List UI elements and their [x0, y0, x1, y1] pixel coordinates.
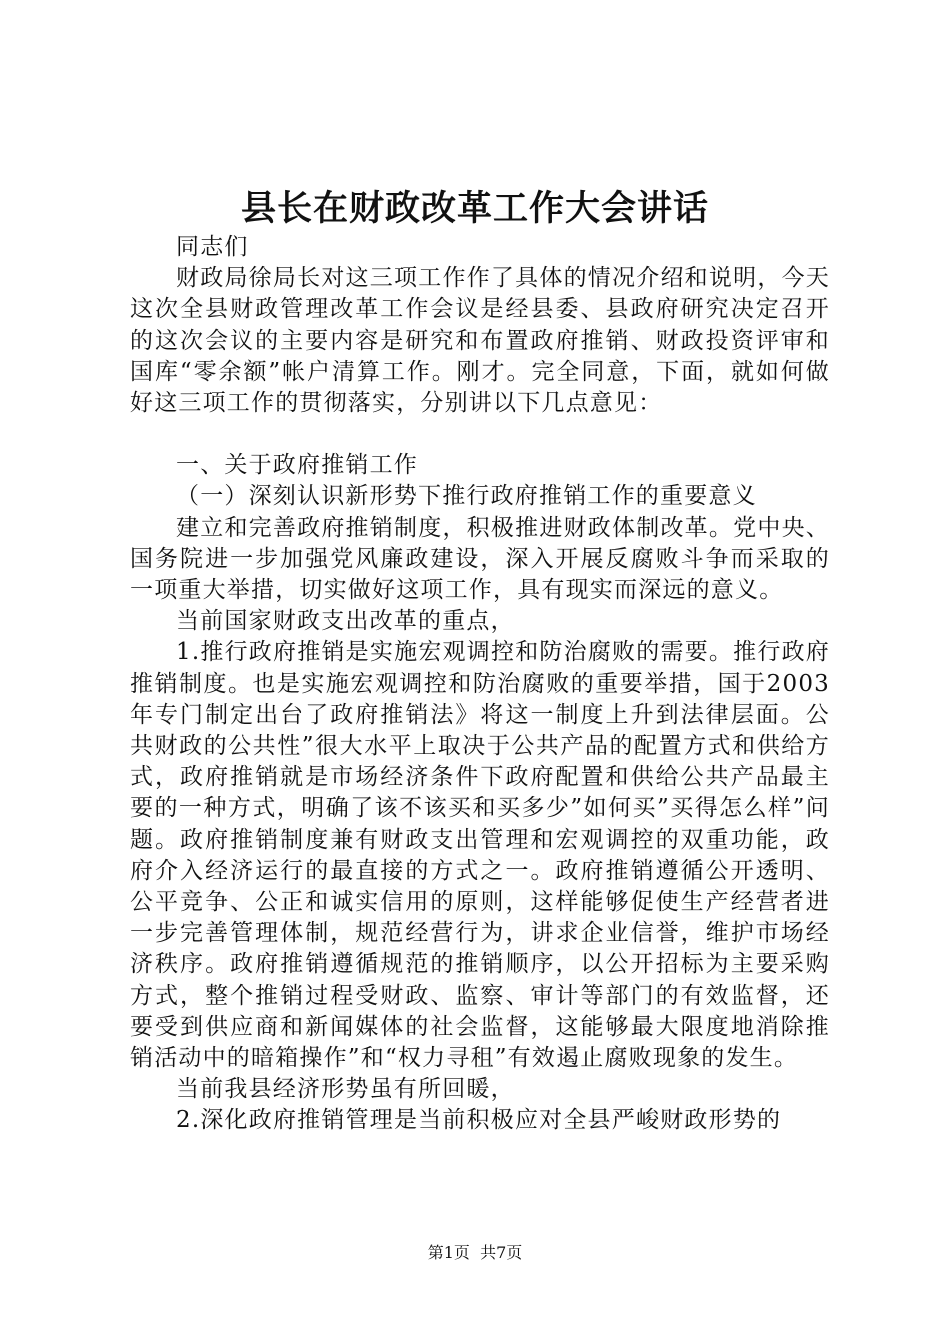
- section-heading: 一、关于政府推销工作: [176, 452, 418, 479]
- page-footer: [0, 1242, 950, 1264]
- page-number: 第1页 共7页: [427, 1243, 523, 1262]
- salutation: 同志们: [176, 234, 249, 260]
- document-body: [130, 232, 830, 1137]
- document-title: 县长在财政改革工作大会讲话: [240, 188, 709, 229]
- body-paragraph: 当前国家财政支出改革的重点，: [176, 608, 515, 635]
- intro-paragraph: 财政局徐局长对这三项工作作了具体的情况介绍和说明，今天这次全县财政管理改革工作会议是经县委、县政府研究决定召开的这次会议的主要内容是研究和布置政府推销、财政投资评审和国库“零余额”帐户清算工作。刚才。完全同意，下面，就如何做好这三项工作的贯彻落实，分别讲以下几点意见：: [130, 265, 830, 417]
- body-paragraph: 1.推行政府推销是实施宏观调控和防治腐败的需要。推行政府推销制度。也是实施宏观调控和防治腐败的重要举措，国于2003年专门制定出台了政府推销法》将这一制度上升到法律层面。公共财政的公共性”很大水平上取决于公共产品的配置方式和供给方式，政府推销就是市场经济条件下政府配置和供给公共产品最主要的一种方式，明确了该不该买和买多少”如何买”买得怎么样”问题。政府推销制度兼有财政支出管理和宏观调控的双重功能，政府介入经济运行的最直接的方式之一。政府推销遵循公开透明、公平竞争、公正和诚实信用的原则，这样能够促使生产经营者进一步完善管理体制，规范经营行为，讲求企业信誉，维护市场经济秩序。政府推销遵循规范的推销顺序，以公开招标为主要采购方式，整个推销过程受财政、监察、审计等部门的有效监督，还要受到供应商和新闻媒体的社会监督，这能够最大限度地消除推销活动中的暗箱操作”和“权力寻租”有效遏止腐败现象的发生。: [130, 639, 830, 1072]
- body-paragraph: 当前我县经济形势虽有所回暖，: [176, 1076, 515, 1103]
- body-paragraph: 2.深化政府推销管理是当前积极应对全县严峻财政形势的: [176, 1107, 782, 1134]
- subsection-heading: （一）深刻认识新形势下推行政府推销工作的重要意义: [176, 483, 757, 510]
- body-paragraph: 建立和完善政府推销制度，积极推进财政体制改革。党中央、国务院进一步加强党风廉政建设，深入开展反腐败斗争而采取的一项重大举措，切实做好这项工作，具有现实而深远的意义。: [130, 514, 830, 604]
